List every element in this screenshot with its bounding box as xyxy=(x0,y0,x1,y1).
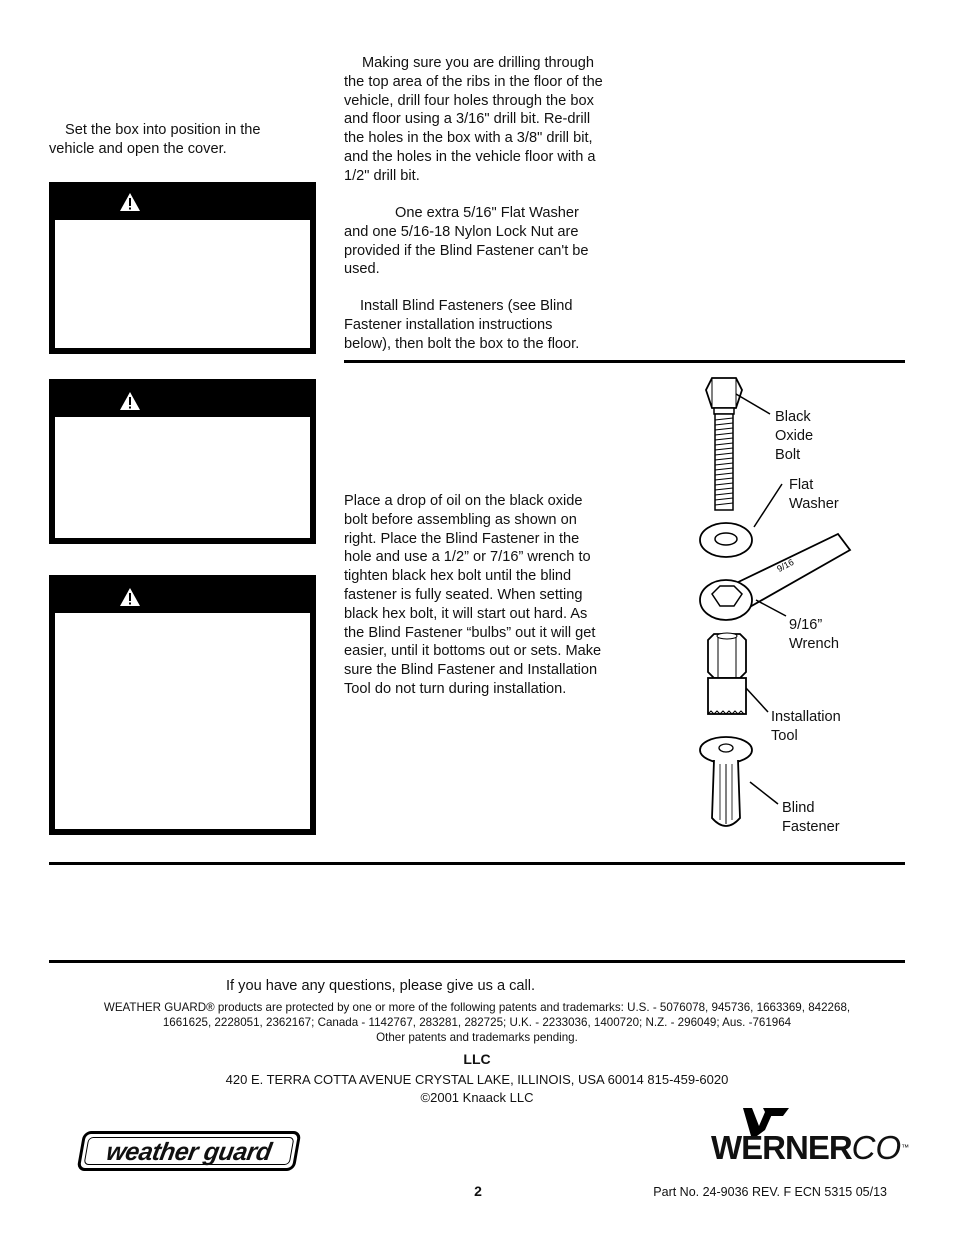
svg-text:9/16: 9/16 xyxy=(775,556,796,574)
warning-box-3 xyxy=(49,575,316,835)
wernerco-logo-tm: ™ xyxy=(901,1143,910,1152)
warning-triangle-icon xyxy=(119,587,141,607)
warning-box-2-body xyxy=(55,417,310,538)
questions-text: If you have any questions, please give us a call. xyxy=(226,978,536,994)
patents-line-1: WEATHER GUARD® products are protected by one or more of the following patents and trademarks: U.S. - 5076078, 945736, 1663369, 842268, xyxy=(103,1001,851,1014)
patents-line-2: 1661625, 2228051, 2362167; Canada - 1142767, 283281, 282725; U.K. - 2233036, 1400720; N.Z. - 296049; Aus. -761964 xyxy=(162,1016,792,1029)
copyright: ©2001 Knaack LLC xyxy=(420,1090,534,1105)
wernerco-logo xyxy=(711,1131,909,1165)
oil-text: Place a drop of oil on the black oxide bolt before assembling as shown on right. Place the Blind Fastener in the hole and use a 1/2” or 7/16” wrench to tighten black hex bolt until the blind fastener is fully seated. When setting black hex bolt, it will start out hard. As the Blind Fastener “bulbs” out it will get easier, until it bottoms out or sets. Make sure the Blind Fastener and Installation Tool do not turn during installation. xyxy=(344,493,602,697)
drill-text: Making sure you are drilling through the top area of the ribs in the floor of the vehicle, drill four holes through the box and floor using a 3/16" drill bit. Re-drill the holes in the box with a 3/8" drill bit, and the holes in the vehicle floor with a 1/2" drill bit. xyxy=(344,55,603,184)
company-address: 420 E. TERRA COTTA AVENUE CRYSTAL LAKE, ILLINOIS, USA 60014 815-459-6020 xyxy=(225,1072,729,1087)
warning-box-3-body xyxy=(55,613,310,829)
bolt-label: Black Oxide Bolt xyxy=(775,409,814,463)
weather-guard-logo-text: weather guard xyxy=(104,1138,274,1166)
wernerco-logo-bold: WERNER xyxy=(711,1129,852,1166)
blind-fastener-icon xyxy=(700,737,778,826)
warning-box-1-body xyxy=(55,220,310,348)
part-number: Part No. 24-9036 REV. F ECN 5315 05/13 xyxy=(653,1185,887,1199)
fastener-label: Blind Fastener xyxy=(782,800,840,835)
wernerco-logo-light: CO xyxy=(851,1129,902,1166)
warning-triangle-icon xyxy=(119,192,141,212)
section-rule-1 xyxy=(344,360,905,363)
warning-box-1 xyxy=(49,182,316,354)
step-text: Set the box into position in the vehicle and open the cover. xyxy=(49,122,261,157)
bolt-icon xyxy=(706,378,770,510)
section-rule-2 xyxy=(49,862,905,865)
weather-guard-logo xyxy=(76,1131,301,1171)
wrench-label: 9/16” Wrench xyxy=(789,617,840,652)
washer-text: One extra 5/16" Flat Washer and one 5/16-18 Nylon Lock Nut are provided if the Blind Fastener can't be used. xyxy=(344,205,589,278)
page-number: 2 xyxy=(474,1183,482,1199)
install-text: Install Blind Fasteners (see Blind Fastener installation instructions below), then bolt the box to the floor. xyxy=(344,298,580,352)
warning-triangle-icon xyxy=(119,391,141,411)
washer-label: Flat Washer xyxy=(789,477,839,512)
tool-label: Installation Tool xyxy=(771,709,841,744)
section-rule-3 xyxy=(49,960,905,963)
washer-icon xyxy=(700,484,782,557)
patents-line-3: Other patents and trademarks pending. xyxy=(376,1031,578,1044)
warning-box-2 xyxy=(49,379,316,544)
installation-tool-icon xyxy=(708,633,768,714)
company-name: LLC xyxy=(463,1051,491,1067)
